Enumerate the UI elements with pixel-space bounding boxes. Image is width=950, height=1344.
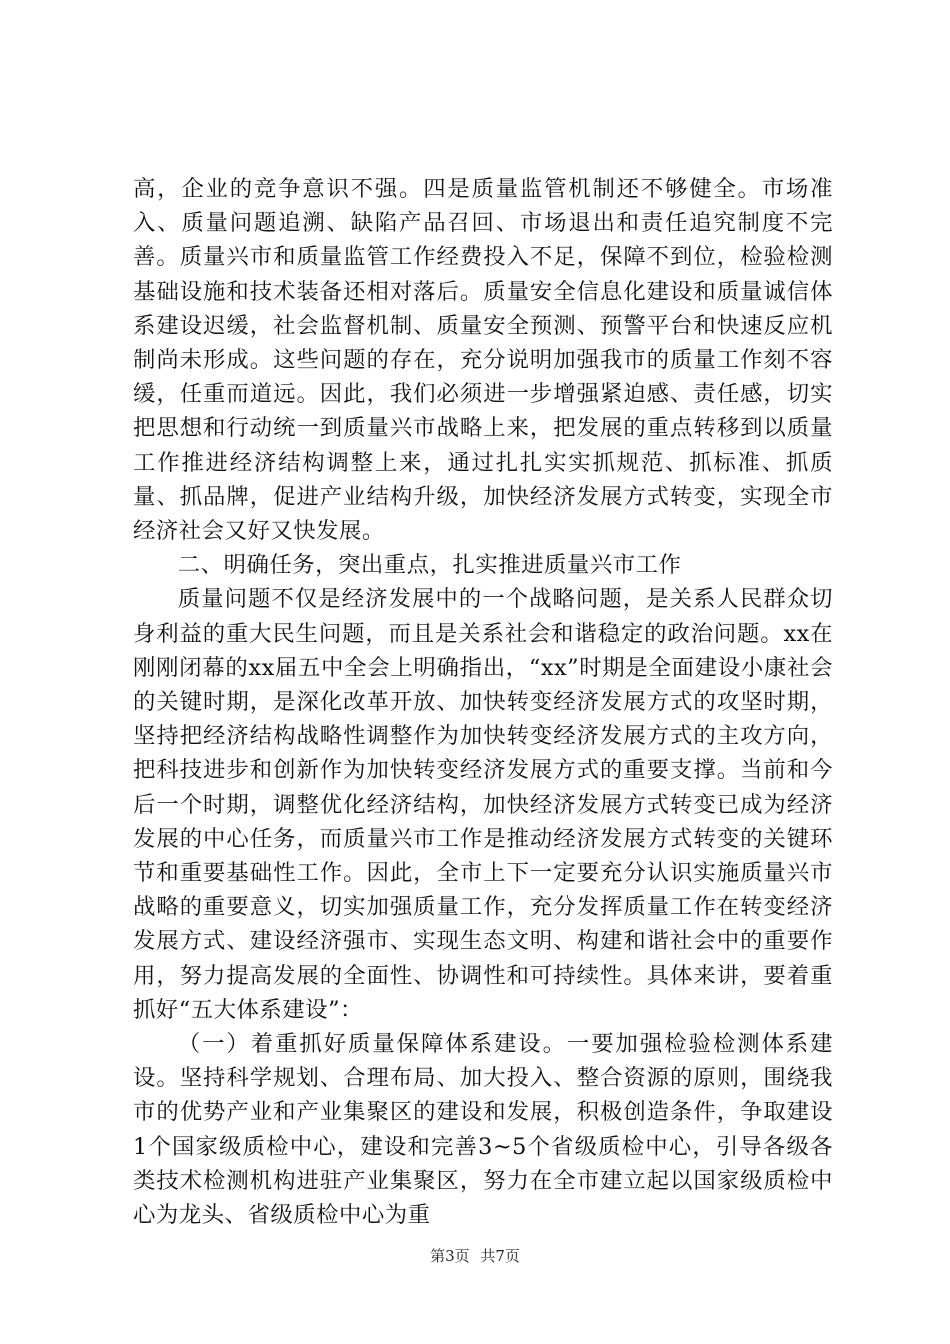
paragraph-continuation: 高，企业的竞争意识不强。四是质量监管机制还不够健全。市场准入、质量问题追溯、缺陷产品召回、市场退出和责任追究制度不完善。质量兴市和质量监管工作经费投入不足，保障不到位，检验检测基础设施和技术装备还相对落后。质量安全信息化建设和质量诚信体系建设迟缓，社会监督机制、质量安全预测、预警平台和快速反应机制尚未形成。这些问题的存在，充分说明加强我市的质量工作刻不容缓，任重而道远。因此，我们必须进一步增强紧迫感、责任感，切实把思想和行动统一到质量兴市战略上来，把发展的重点转移到以质量工作推进经济结构调整上来，通过扎扎实实抓规范、抓标准、抓质量、抓品牌，促进产业结构升级，加快经济发展方式转变，实现全市经济社会又好又快发展。 <box>133 176 833 545</box>
page-footer <box>0 1245 950 1266</box>
paragraph-subsection: （一）着重抓好质量保障体系建设。一要加强检验检测体系建设。坚持科学规划、合理布局、加大投入、整合资源的原则，围绕我市的优势产业和产业集聚区的建设和发展，积极创造条件，争取建设1个国家级质检中心，建设和完善3~5个省级质检中心，引导各级各类技术检测机构进驻产业集聚区，努力在全市建立起以国家级质检中心为龙头、省级质检中心为重 <box>133 1031 833 1229</box>
page-number: 第3页 <box>430 1247 470 1265</box>
page-total: 共7页 <box>480 1247 520 1265</box>
paragraph-body: 质量问题不仅是经济发展中的一个战略问题，是关系人民群众切身利益的重大民生问题，而且是关系社会和谐稳定的政治问题。xx在刚刚闭幕的xx届五中全会上明确指出，“xx”时期是全面建设小康社会的关键时期，是深化改革开放、加快转变经济发展方式的攻坚时期，坚持把经济结构战略性调整作为加快转变经济发展方式的主攻方向，把科技进步和创新作为加快转变经济发展方式的重要支撑。当前和今后一个时期，调整优化经济结构，加快经济发展方式转变已成为经济发展的中心任务，而质量兴市工作是推动经济发展方式转变的关键环节和重要基础性工作。因此，全市上下一定要充分认识实施质量兴市战略的重要意义，切实加强质量工作，充分发挥质量工作在转变经济发展方式、建设经济强市、实现生态文明、构建和谐社会中的重要作用，努力提高发展的全面性、协调性和可持续性。具体来讲，要着重抓好“五大体系建设”： <box>133 586 833 1023</box>
section-heading: 二、明确任务，突出重点，扎实推进质量兴市工作 <box>177 552 682 579</box>
document-body <box>133 172 833 1232</box>
